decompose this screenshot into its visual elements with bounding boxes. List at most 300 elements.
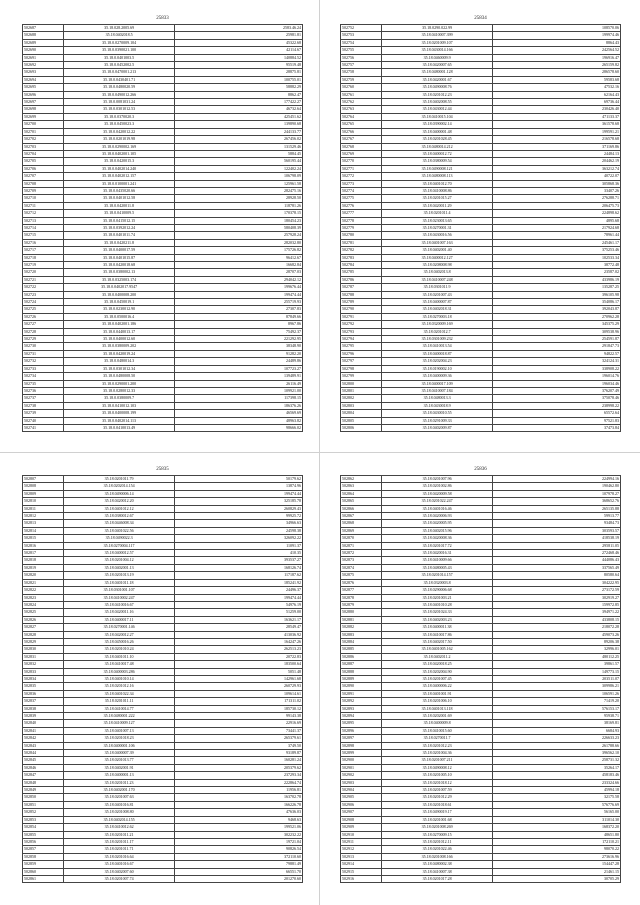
table-row: [341, 727, 621, 734]
row-number-cell: 502695: [23, 84, 64, 91]
row-number-cell: 502911: [341, 838, 382, 845]
document-page-4: [340, 465, 621, 895]
row-number-cell: 502894: [341, 713, 382, 720]
cadastral-number-cell: 35.18.0201013.77: [63, 757, 174, 764]
cadastral-number-cell: 35.18.0420008.36: [381, 535, 492, 542]
row-number-cell: 502697: [23, 99, 64, 106]
table-row: [341, 424, 621, 431]
table-row: [23, 572, 303, 579]
table-row: [341, 713, 621, 720]
value-cell: 363212.74: [493, 165, 621, 172]
table-row: [23, 395, 303, 402]
row-number-cell: 502853: [23, 816, 64, 823]
value-cell: 302919.27: [493, 594, 621, 601]
table-row: [341, 84, 621, 91]
row-number-cell: 502901: [341, 764, 382, 771]
table-row: [341, 321, 621, 328]
row-number-cell: 502783: [341, 254, 382, 261]
cadastral-number-cell: 35.18.0480008.113: [381, 173, 492, 180]
table-row: [23, 417, 303, 424]
value-cell: 37473.84: [493, 424, 621, 431]
row-number-cell: 502762: [341, 99, 382, 106]
cadastral-number-cell: 35.18.0400012.57: [63, 550, 174, 557]
table-row: [341, 373, 621, 380]
row-number-cell: 502840: [23, 720, 64, 727]
cadastral-number-cell: 35.18.0201005.10: [381, 772, 492, 779]
value-cell: 140884.52: [175, 54, 303, 61]
cadastral-number-cell: 35.18.0400012.127: [381, 254, 492, 261]
value-cell: 154447.28: [493, 861, 621, 868]
row-number-cell: 502730: [23, 343, 64, 350]
cadastral-number-cell: 35.18.0401011.18: [63, 579, 174, 586]
row-number-cell: 502688: [23, 32, 64, 39]
table-row: [23, 328, 303, 335]
table-row: [23, 764, 303, 771]
row-number-cell: 502763: [341, 106, 382, 113]
row-number-cell: 502823: [23, 594, 64, 601]
cadastral-number-cell: 35.18.0208008.98: [381, 262, 492, 269]
cadastral-number-cell: 35.18.0.0401012.58: [63, 195, 174, 202]
row-number-cell: 502871: [341, 542, 382, 549]
cadastral-number-cell: 35.18.0402001.40: [381, 247, 492, 254]
value-cell: 164247.26: [175, 638, 303, 645]
row-number-cell: 502779: [341, 224, 382, 231]
row-number-cell: 502796: [341, 350, 382, 357]
row-number-cell: 502754: [341, 39, 382, 46]
cadastral-number-cell: 35.18.0430012.44: [381, 106, 492, 113]
table-row: [341, 853, 621, 860]
value-cell: 168126.74: [175, 564, 303, 571]
cadastral-number-cell: 35.18.0.0401011.74: [63, 232, 174, 239]
cadastral-number-cell: 35.18.0446008.34: [63, 520, 174, 527]
table-row: [341, 143, 621, 150]
row-number-cell: 502903: [341, 779, 382, 786]
table-row: [341, 387, 621, 394]
table-row: [23, 735, 303, 742]
row-number-cell: 502781: [341, 239, 382, 246]
value-cell: 8967.86: [175, 321, 303, 328]
cadastral-number-cell: 35.18.0430018.9: [381, 402, 492, 409]
table-row: [23, 601, 303, 608]
row-number-cell: 502826: [23, 616, 64, 623]
row-number-cell: 502725: [23, 306, 64, 313]
value-cell: 396105.98: [493, 291, 621, 298]
table-row: [341, 690, 621, 697]
cadastral-number-cell: 35.18.0201028.45: [381, 136, 492, 143]
value-cell: 20722.83: [175, 653, 303, 660]
cadastral-number-cell: 35.18.0.0290001.200: [63, 380, 174, 387]
table-row: [23, 365, 303, 372]
table-row: [23, 99, 303, 106]
cadastral-number-cell: 35.18.0410015.60: [381, 727, 492, 734]
cadastral-number-cell: 35.18.0402007.60: [63, 868, 174, 875]
cadastral-number-cell: 35.18.0410009.127: [63, 720, 174, 727]
row-number-cell: 502824: [23, 601, 64, 608]
value-cell: 66551.70: [175, 868, 303, 875]
table-row: [341, 187, 621, 194]
cadastral-number-cell: 35.18.0401022.34: [63, 690, 174, 697]
row-number-cell: 502723: [23, 291, 64, 298]
cadastral-number-cell: 35.18.0.0402017.9547: [63, 284, 174, 291]
table-row: [341, 742, 621, 749]
table-row: [341, 76, 621, 83]
value-cell: 78961.44: [493, 232, 621, 239]
row-number-cell: 502895: [341, 720, 382, 727]
cadastral-number-cell: 35.18.0401012.12: [63, 505, 174, 512]
cadastral-number-cell: 35.18.0.0380009.202: [63, 343, 174, 350]
table-row: [23, 579, 303, 586]
cadastral-number-cell: 35.18.0.0410013.49: [63, 424, 174, 431]
table-row: [23, 772, 303, 779]
value-cell: 302232.22: [175, 831, 303, 838]
value-cell: 294042.12: [175, 276, 303, 283]
value-cell: 5051.48: [175, 668, 303, 675]
table-row: [23, 284, 303, 291]
cadastral-number-cell: 35.18.0201004.36: [381, 750, 492, 757]
row-number-cell: 502862: [341, 476, 382, 483]
row-number-cell: 502731: [23, 350, 64, 357]
table-row: [341, 106, 621, 113]
cadastral-number-cell: 35.18.0410002.247: [63, 594, 174, 601]
value-cell: 38348.90: [175, 343, 303, 350]
row-number-cell: 502842: [23, 735, 64, 742]
value-cell: 273172.59: [493, 587, 621, 594]
cadastral-number-cell: 35.18.0400017.11: [63, 616, 174, 623]
data-table: [22, 475, 303, 883]
row-number-cell: 502810: [23, 498, 64, 505]
value-cell: 326092.22: [175, 535, 303, 542]
row-number-cell: 502879: [341, 601, 382, 608]
table-row: [23, 254, 303, 261]
value-cell: 2583.46.24: [175, 25, 303, 32]
value-cell: 433986.19: [493, 276, 621, 283]
value-cell: 24598.38: [175, 527, 303, 534]
value-cell: 58882.29: [175, 84, 303, 91]
cadastral-number-cell: 35.18.0.0420011.8: [63, 202, 174, 209]
table-row: [341, 535, 621, 542]
cadastral-number-cell: 35.18.0.0400008.200: [63, 291, 174, 298]
cadastral-number-cell: 35.18.0.0452002.5: [63, 62, 174, 69]
table-row: [341, 572, 621, 579]
row-number-cell: 502728: [23, 328, 64, 335]
table-row: [341, 165, 621, 172]
row-number-cell: 502692: [23, 62, 64, 69]
cadastral-number-cell: 35.18.0.0415012.15: [63, 217, 174, 224]
row-number-cell: 502758: [341, 69, 382, 76]
table-row: [341, 498, 621, 505]
row-number-cell: 502845: [23, 757, 64, 764]
value-cell: 309538.96: [493, 328, 621, 335]
row-number-cell: 502696: [23, 91, 64, 98]
cadastral-number-cell: 35.18.0301001.107: [63, 587, 174, 594]
table-row: [341, 831, 621, 838]
table-row: [341, 594, 621, 601]
table-row: [23, 513, 303, 520]
value-cell: 305868.36: [493, 180, 621, 187]
cadastral-number-cell: 35.18.0490008.121: [381, 165, 492, 172]
value-cell: 230426.40: [493, 106, 621, 113]
table-row: [341, 735, 621, 742]
row-number-cell: 502892: [341, 698, 382, 705]
value-cell: 265379.61: [175, 735, 303, 742]
row-number-cell: 502864: [341, 490, 382, 497]
value-cell: 226633.23: [493, 735, 621, 742]
row-number-cell: 502737: [23, 395, 64, 402]
cadastral-number-cell: 35.18.0201012.23: [381, 742, 492, 749]
table-row: [23, 195, 303, 202]
row-number-cell: 502867: [341, 513, 382, 520]
cadastral-number-cell: 35.18.0.0450023.3: [63, 121, 174, 128]
row-number-cell: 502850: [23, 794, 64, 801]
cadastral-number-cell: 35.18.0.0480020.59: [63, 84, 174, 91]
table-row: [341, 824, 621, 831]
table-row: [23, 276, 303, 283]
cadastral-number-cell: 35.18.0420012.27: [63, 631, 174, 638]
value-cell: 56165.00: [493, 809, 621, 816]
cadastral-number-cell: 35.18.0201011.11: [63, 698, 174, 705]
table-row: [23, 846, 303, 853]
data-table: [340, 475, 621, 883]
row-number-cell: 502885: [341, 646, 382, 653]
cadastral-number-cell: 35.18.0.0401015.87: [63, 254, 174, 261]
cadastral-number-cell: 35.18.0402001.91: [63, 764, 174, 771]
cadastral-number-cell: 35.18.0.0400012.60: [63, 336, 174, 343]
cadastral-number-cell: 35.18.0400003.286: [63, 668, 174, 675]
cadastral-number-cell: 35.18.0410014.77: [63, 705, 174, 712]
table-row: [341, 564, 621, 571]
table-row: [23, 838, 303, 845]
value-cell: 325185.78: [175, 498, 303, 505]
value-cell: 135287.25: [493, 284, 621, 291]
value-cell: 260729.93: [175, 683, 303, 690]
cadastral-number-cell: 35.18.0201017.72: [381, 542, 492, 549]
cadastral-number-cell: 35.18.0201017.28: [381, 875, 492, 882]
document-page-3: [22, 465, 303, 895]
cadastral-number-cell: 35.18.0402014.155: [63, 816, 174, 823]
row-number-cell: 502884: [341, 638, 382, 645]
row-number-cell: 502719: [23, 262, 64, 269]
table-row: [341, 838, 621, 845]
row-number-cell: 502893: [341, 705, 382, 712]
row-number-cell: 502714: [23, 224, 64, 231]
table-row: [23, 483, 303, 490]
row-number-cell: 502713: [23, 217, 64, 224]
row-number-cell: 502773: [341, 180, 382, 187]
cadastral-number-cell: 35.18.0.0420012.22: [63, 128, 174, 135]
cadastral-number-cell: 35.18.0201010.24: [63, 646, 174, 653]
row-number-cell: 502870: [341, 535, 382, 542]
cadastral-number-cell: 35.18.0201011.71: [63, 846, 174, 853]
value-cell: 291847.73: [493, 343, 621, 350]
row-number-cell: 502839: [23, 713, 64, 720]
cadastral-number-cell: 35.18.0.0402001.186: [63, 321, 174, 328]
value-cell: 25981.81: [175, 32, 303, 39]
row-number-cell: 502774: [341, 187, 382, 194]
row-number-cell: 502868: [341, 520, 382, 527]
cadastral-number-cell: 35.18.0.0430401.71: [63, 76, 174, 83]
value-cell: 24489.86: [175, 358, 303, 365]
cadastral-number-cell: 35.18.0480001.128: [381, 69, 492, 76]
cadastral-number-cell: 35.18.0201012.7: [381, 328, 492, 335]
table-row: [23, 158, 303, 165]
value-cell: 35264.17: [493, 764, 621, 771]
row-number-cell: 502854: [23, 824, 64, 831]
row-number-cell: 502769: [341, 150, 382, 157]
row-number-cell: 502827: [23, 624, 64, 631]
table-row: [341, 121, 621, 128]
cadastral-number-cell: 35.18.0400009.36: [381, 373, 492, 380]
value-cell: 4895.68: [493, 217, 621, 224]
cadastral-number-cell: 35.18.0401007.13: [63, 727, 174, 734]
row-number-cell: 502869: [341, 527, 382, 534]
cadastral-number-cell: 35.18.0490008.12: [381, 764, 492, 771]
cadastral-number-cell: 35.18.0201022.247: [381, 498, 492, 505]
cadastral-number-cell: 35.18.0410017.48: [63, 661, 174, 668]
cadastral-number-cell: 35.18.0401010.28: [381, 601, 492, 608]
cadastral-number-cell: 35.18.0401016.81: [63, 801, 174, 808]
cadastral-number-cell: 35.18.0270009.15: [381, 831, 492, 838]
table-row: [341, 616, 621, 623]
value-cell: 90826.54: [175, 846, 303, 853]
value-cell: 372110.60: [175, 853, 303, 860]
row-number-cell: 502740: [23, 417, 64, 424]
table-row: [23, 824, 303, 831]
cadastral-number-cell: 35.18.0201007.45: [381, 675, 492, 682]
value-cell: 3749.50: [175, 742, 303, 749]
row-number-cell: 502881: [341, 616, 382, 623]
table-row: [341, 875, 621, 882]
value-cell: 171311.02: [175, 698, 303, 705]
page-separator-horizontal: [0, 452, 640, 453]
table-row: [341, 787, 621, 794]
cadastral-number-cell: 35.18.0301009.232: [381, 336, 492, 343]
value-cell: 480112.25: [493, 653, 621, 660]
table-row: [23, 809, 303, 816]
table-row: [23, 757, 303, 764]
cadastral-number-cell: 35.18.0.0450019.1: [63, 299, 174, 306]
row-number-cell: 502789: [341, 299, 382, 306]
table-row: [23, 47, 303, 54]
table-row: [23, 594, 303, 601]
cadastral-number-cell: 35.18.0400012.72: [381, 150, 492, 157]
value-cell: 38169.81: [493, 720, 621, 727]
cadastral-number-cell: 35.18.0.0290002.169: [63, 143, 174, 150]
table-row: [341, 794, 621, 801]
cadastral-number-cell: 35.18.0201008.166: [381, 853, 492, 860]
table-row: [23, 646, 303, 653]
row-number-cell: 502771: [341, 165, 382, 172]
cadastral-number-cell: 35.18.0201024.33: [381, 609, 492, 616]
table-row: [341, 99, 621, 106]
cadastral-number-cell: 35.18.0401005.162: [381, 646, 492, 653]
cadastral-number-cell: 35.18.0480013.3: [381, 395, 492, 402]
value-cell: 46732.64: [175, 106, 303, 113]
value-cell: 203511.07: [493, 675, 621, 682]
row-number-cell: 502806: [341, 424, 382, 431]
cadastral-number-cell: 35.18.0.0420015.3: [63, 158, 174, 165]
cadastral-number-cell: 35.18.0201012.11: [381, 838, 492, 845]
value-cell: 13874.96: [175, 483, 303, 490]
cadastral-number-cell: 35.18.0.0470001.213: [63, 69, 174, 76]
value-cell: 95938.71: [493, 713, 621, 720]
value-cell: 6684.93: [493, 727, 621, 734]
cadastral-number-cell: 35.18.0400007.39: [63, 750, 174, 757]
cadastral-number-cell: 35.18.0270004.117: [63, 542, 174, 549]
row-number-cell: 502708: [23, 180, 64, 187]
row-number-cell: 502846: [23, 764, 64, 771]
cadastral-number-cell: 35.18.0.0402014.240: [63, 165, 174, 172]
cadastral-number-cell: 35.18.0.0410009.5: [63, 210, 174, 217]
cadastral-number-cell: 35.18.0290.022.99: [381, 25, 492, 32]
table-row: [341, 32, 621, 39]
row-number-cell: 502809: [23, 490, 64, 497]
cadastral-number-cell: 35.18.0201018.23: [63, 735, 174, 742]
value-cell: 106591.26: [493, 690, 621, 697]
cadastral-number-cell: 35.18.0430010.55: [381, 410, 492, 417]
row-number-cell: 502828: [23, 631, 64, 638]
row-number-cell: 502738: [23, 402, 64, 409]
table-row: [341, 299, 621, 306]
value-cell: 33407.26: [493, 187, 621, 194]
table-row: [23, 402, 303, 409]
table-row: [341, 772, 621, 779]
cadastral-number-cell: 35.18.0.0420019.24: [63, 350, 174, 357]
cadastral-number-cell: 35.18.0420005.95: [381, 520, 492, 527]
row-number-cell: 502835: [23, 683, 64, 690]
row-number-cell: 502861: [23, 875, 64, 882]
row-number-cell: 502701: [23, 128, 64, 135]
table-row: [23, 150, 303, 157]
value-cell: 30705.29: [493, 875, 621, 882]
cadastral-number-cell: 35.18.0401010.14: [63, 675, 174, 682]
table-row: [341, 150, 621, 157]
cadastral-number-cell: 35.18.0401016.46: [381, 505, 492, 512]
value-cell: 69736.44: [493, 99, 621, 106]
value-cell: 108570.06: [493, 25, 621, 32]
cadastral-number-cell: 35.18.0420018.25: [381, 661, 492, 668]
table-row: [23, 69, 303, 76]
data-table: [22, 24, 303, 432]
row-number-cell: 502811: [23, 505, 64, 512]
table-row: [341, 587, 621, 594]
table-row: [23, 668, 303, 675]
value-cell: 311014.30: [493, 816, 621, 823]
row-number-cell: 502900: [341, 757, 382, 764]
row-number-cell: 502705: [23, 158, 64, 165]
table-row: [23, 631, 303, 638]
cadastral-number-cell: 35.18.0.0380009.7: [63, 395, 174, 402]
value-cell: 393537.27: [175, 557, 303, 564]
row-number-cell: 502817: [23, 550, 64, 557]
row-number-cell: 502785: [341, 269, 382, 276]
value-cell: 28928.50: [175, 195, 303, 202]
table-row: [23, 84, 303, 91]
table-row: [23, 424, 303, 431]
table-row: [23, 91, 303, 98]
value-cell: 8862.47: [175, 91, 303, 98]
cadastral-number-cell: 35.18.0402001.170: [63, 787, 174, 794]
cadastral-number-cell: 35.18.0201012.16: [63, 683, 174, 690]
cadastral-number-cell: 35.18.0410009.66: [381, 557, 492, 564]
value-cell: 16682.84: [175, 262, 303, 269]
cadastral-number-cell: 35.18.0201008.269: [381, 824, 492, 831]
cadastral-number-cell: 35.18.0.0402014.113: [63, 417, 174, 424]
table-row: [23, 557, 303, 564]
value-cell: 131529.46: [175, 143, 303, 150]
value-cell: 196916.47: [493, 54, 621, 61]
cadastral-number-cell: 35.18.0480001.222: [63, 713, 174, 720]
value-cell: 560195.44: [175, 158, 303, 165]
